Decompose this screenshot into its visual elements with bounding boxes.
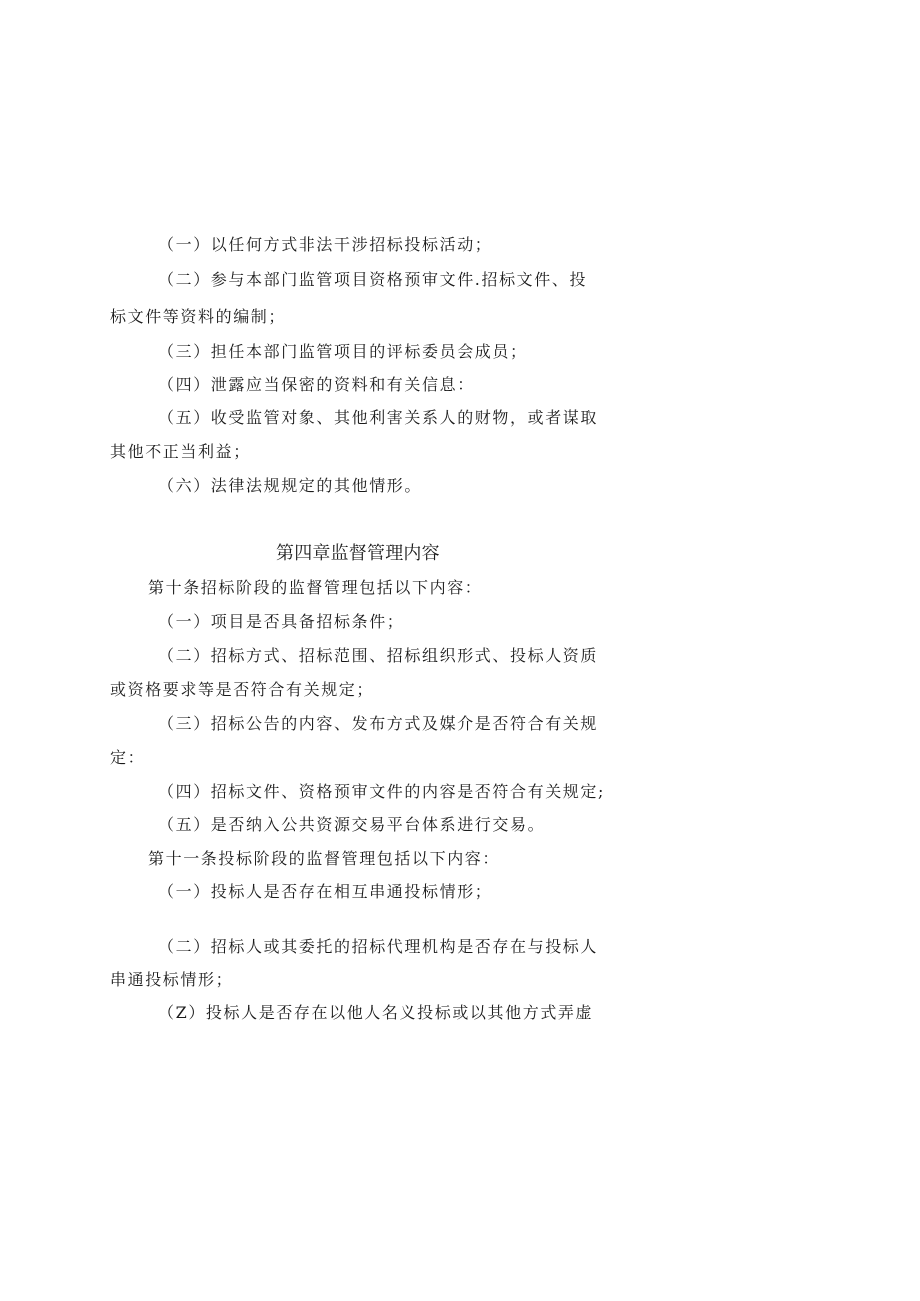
article-title: 第十一条投标阶段的监督管理包括以下内容： [148,849,501,868]
list-item: （四）泄露应当保密的资料和有关信息： [158,375,475,394]
list-item: （二）招标方式、招标范围、招标组织形式、投标人资质 [158,646,599,665]
article-title: 第十条招标阶段的监督管理包括以下内容： [148,578,483,597]
list-item-continuation: 或资格要求等是否符合有关规定； [110,680,375,699]
list-item: （Z）投标人是否存在以他人名义投标或以其他方式弄虚 [158,1003,594,1022]
list-item: （五）是否纳入公共资源交易平台体系进行交易。 [158,815,546,834]
list-item-continuation: 标文件等资料的编制； [110,307,287,326]
list-item-continuation: 串通投标情形； [110,970,234,989]
list-item: （二）参与本部门监管项目资格预审文件.招标文件、投 [158,270,588,289]
list-item: （一）项目是否具备招标条件； [158,612,405,631]
list-item: （三）招标公告的内容、发布方式及媒介是否符合有关规 [158,714,599,733]
list-item: （三）担任本部门监管项目的评标委员会成员； [158,342,528,361]
list-item: （一）以任何方式非法干涉招标投标活动； [158,235,493,254]
chapter-heading: 第四章监督管理内容 [276,543,440,564]
list-item-continuation: 定： [110,748,146,767]
list-item: （一）投标人是否存在相互串通投标情形； [158,882,493,901]
list-item: （四）招标文件、资格预审文件的内容是否符合有关规定; [158,782,605,801]
list-item: （五）收受监管对象、其他利害关系人的财物，或者谋取 [158,408,599,427]
list-item-continuation: 其他不正当利益； [110,442,251,461]
list-item: （六）法律法规规定的其他情形。 [158,476,423,495]
list-item: （二）招标人或其委托的招标代理机构是否存在与投标人 [158,937,599,956]
